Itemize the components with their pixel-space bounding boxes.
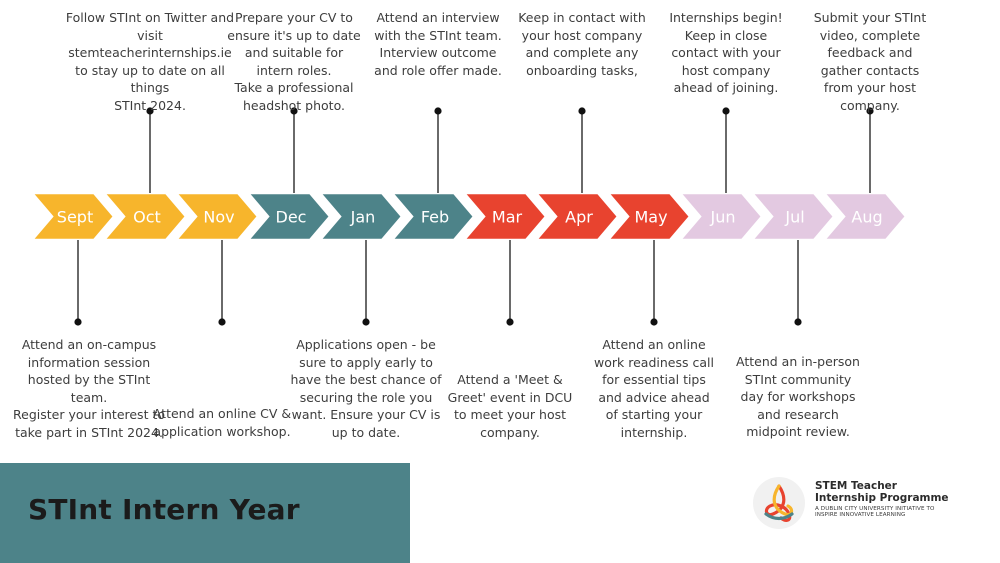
event-below-connector-dot	[74, 318, 81, 325]
month-label: Jun	[710, 207, 736, 227]
month-label: Dec	[275, 207, 307, 227]
month-label: Feb	[420, 207, 450, 227]
logo-name: STEM Teacher Internship Programme	[815, 480, 949, 504]
event-below-connector-dot	[362, 318, 369, 325]
event-text-dec: Prepare your CV to ensure it's up to date and suitable for intern roles. Take a professional headshot photo.	[227, 10, 361, 113]
month-label: Nov	[203, 207, 235, 227]
event-text-nov: Attend an online CV & application workshop.	[152, 406, 292, 439]
programme-logo	[752, 476, 1000, 532]
event-text-mar: Attend a 'Meet & Greet' event in DCU to meet your host company.	[447, 372, 573, 440]
event-text-aug: Submit your STInt video, complete feedback and gather contacts from your host company.	[813, 10, 927, 113]
month-label: Mar	[491, 207, 523, 227]
month-label: Apr	[565, 207, 593, 227]
month-label: Sept	[56, 207, 94, 227]
event-above-connector-dot	[434, 107, 441, 114]
event-text-oct: Follow STInt on Twitter and visit stemteacherinternships.ie to stay up to date on all things STInt 2024.	[65, 10, 235, 113]
event-text-may: Attend an online work readiness call for essential tips and advice ahead of starting your internship.	[594, 337, 714, 440]
month-label: Aug	[851, 207, 883, 227]
month-label: May	[634, 207, 668, 227]
event-below-connector-dot	[506, 318, 513, 325]
trinity-knot-logo-icon	[752, 476, 806, 530]
event-text-jul: Attend an in-person STInt community day for workshops and research midpoint review.	[736, 354, 860, 439]
event-text-jan: Applications open - be sure to apply early to have the best chance of securing the role you want. Ensure your CV is up to date.	[290, 337, 442, 440]
event-text-feb: Attend an interview with the STInt team. Interview outcome and role offer made.	[374, 10, 502, 78]
logo-tagline: A DUBLIN CITY UNIVERSITY INITIATIVE TO INSPIRE INNOVATIVE LEARNING	[815, 506, 935, 519]
page-title: STInt Intern Year	[28, 493, 300, 526]
title-panel	[0, 463, 410, 563]
event-above-connector-dot	[578, 107, 585, 114]
event-below-connector-dot	[650, 318, 657, 325]
event-below-connector-dot	[218, 318, 225, 325]
month-label: Oct	[133, 207, 161, 227]
event-text-apr: Keep in contact with your host company and complete any onboarding tasks,	[518, 10, 646, 78]
event-above-connector-dot	[722, 107, 729, 114]
event-text-sept: Attend an on-campus information session hosted by the STInt team. Register your interest to take part in STInt 2024.	[13, 337, 165, 440]
event-below-connector-dot	[794, 318, 801, 325]
month-label: Jul	[785, 207, 805, 227]
event-text-jun: Internships begin! Keep in close contact with your host company ahead of joining.	[669, 10, 783, 95]
month-label: Jan	[350, 207, 376, 227]
